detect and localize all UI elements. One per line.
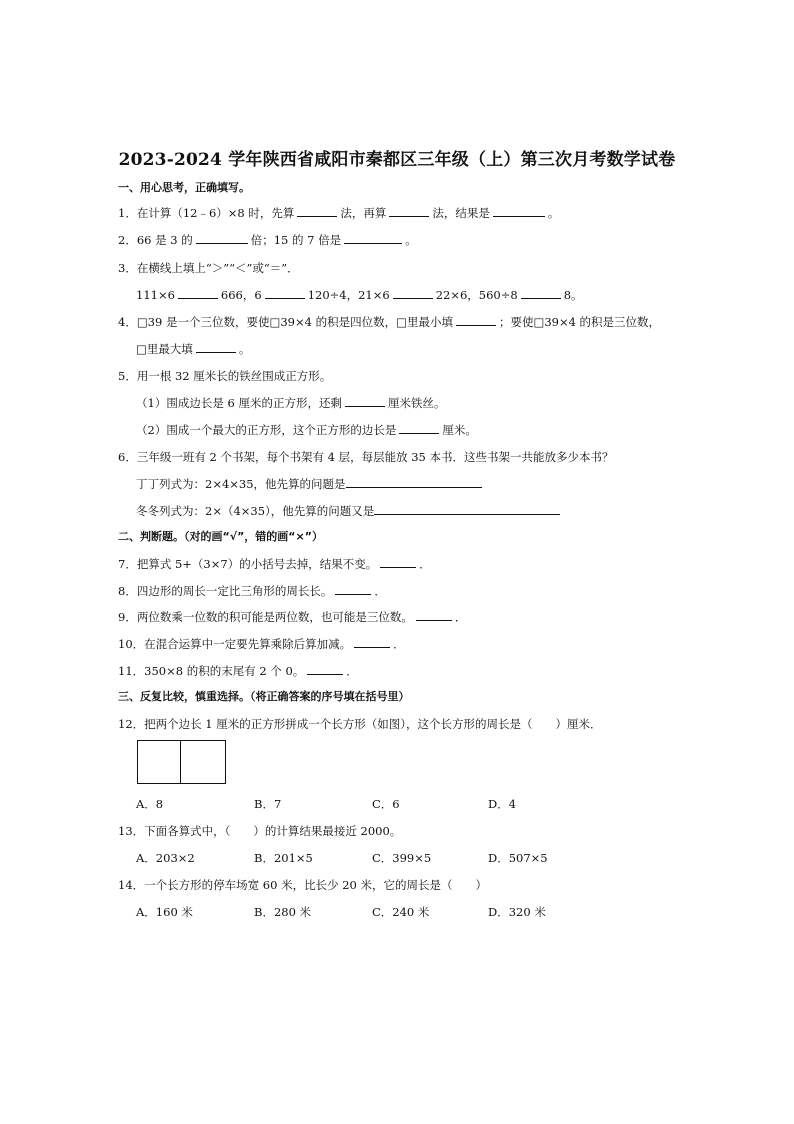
section-3-heading: 三、反复比较，慎重选择。（将正确答案的序号填在括号里） <box>118 690 410 703</box>
question-11 <box>118 663 358 679</box>
q13-option-a[interactable]: A．203×2 <box>136 851 195 865</box>
q8-end: ． <box>374 584 386 598</box>
q10-text: 10．在混合运算中一定要先算乘除后算加减。 <box>118 637 352 651</box>
question-9 <box>118 609 466 625</box>
q8-blank[interactable] <box>335 583 371 595</box>
q4-blank-1[interactable] <box>456 314 496 326</box>
q1-blank-3[interactable] <box>493 205 545 217</box>
q14-option-c[interactable]: C．240 米 <box>372 905 430 919</box>
page-title: 2023-2024 学年陕西省咸阳市秦都区三年级（上）第三次月考数学试卷 <box>118 150 676 170</box>
question-5-part-2 <box>136 422 477 438</box>
q14-option-d[interactable]: D．320 米 <box>488 905 546 919</box>
q4-text-d: 。 <box>238 342 251 356</box>
q4-text-c: □里最大填 <box>136 342 193 356</box>
q9-end: ． <box>454 610 467 624</box>
q12-option-d[interactable]: D．4 <box>488 797 517 811</box>
q2-text-b: 倍；15 的 7 倍是 <box>250 233 342 247</box>
q1-text-a: 1．在计算（12﹣6）×8 时，先算 <box>118 206 295 220</box>
question-6-stem: 6．三年级一班有 2 个书架，每个书架有 4 层，每层能放 35 本书．这些书架一共能放多少本书？ <box>118 450 614 464</box>
q5-blank-1[interactable] <box>345 395 385 407</box>
square-left <box>137 740 181 784</box>
q12-option-c[interactable]: C．6 <box>372 797 400 811</box>
question-6-line-a <box>136 476 485 492</box>
q4-text-b: ；要使□39×4 的积是三位数， <box>498 315 661 329</box>
question-14-stem: 14．一个长方形的停车场宽 60 米，比长少 20 米，它的周长是（ ） <box>118 878 488 892</box>
q3-blank-4[interactable] <box>521 287 561 299</box>
q6-blank-2[interactable] <box>374 503 560 515</box>
question-5-stem: 5．用一根 32 厘米长的铁丝围成正方形。 <box>118 369 332 383</box>
q2-blank-1[interactable] <box>196 232 248 244</box>
q3-blank-2[interactable] <box>265 287 305 299</box>
q2-blank-2[interactable] <box>344 232 402 244</box>
two-squares-figure <box>137 740 227 784</box>
q5-text-p1b: 厘米铁丝。 <box>387 396 446 410</box>
q7-end: ． <box>419 557 431 571</box>
q3-blank-1[interactable] <box>178 287 218 299</box>
q13-option-c[interactable]: C．399×5 <box>372 851 432 865</box>
q4-text-a: 4．□39 是一个三位数，要使□39×4 的积是四位数，□里最小填 <box>118 315 453 329</box>
q6-text-a: 丁丁列式为：2×4×35，他先算的问题是 <box>136 477 346 491</box>
q11-text: 11．350×8 的积的末尾有 2 个 0。 <box>118 664 305 678</box>
question-2 <box>118 232 417 248</box>
q6-blank-1[interactable] <box>346 476 482 488</box>
question-4-line-2 <box>136 341 250 357</box>
q1-text-d: 。 <box>547 206 560 220</box>
q4-blank-2[interactable] <box>196 341 236 353</box>
square-right <box>181 740 226 784</box>
question-5-part-1 <box>136 395 445 411</box>
question-4-line-1 <box>118 314 660 330</box>
question-3-stem: 3．在横线上填上“＞”“＜”或“＝”． <box>118 261 299 275</box>
question-1 <box>118 205 559 221</box>
q10-blank[interactable] <box>354 636 390 648</box>
q14-option-b[interactable]: B．280 米 <box>254 905 312 919</box>
q5-text-p2a: （2）围成一个最大的正方形，这个正方形的边长是 <box>136 423 397 437</box>
section-2-heading: 二、判断题。（对的画“√”，错的画“×”） <box>118 530 323 543</box>
question-3-items <box>136 287 583 303</box>
question-10 <box>118 636 405 652</box>
q8-text: 8．四边形的周长一定比三角形的周长长。 <box>118 584 333 598</box>
q1-text-c: 法，结果是 <box>432 206 490 220</box>
q5-text-p1a: （1）围成边长是 6 厘米的正方形，还剩 <box>136 396 342 410</box>
question-13-stem: 13．下面各算式中，（ ）的计算结果最接近 2000。 <box>118 824 402 838</box>
question-8 <box>118 583 386 599</box>
q12-option-b[interactable]: B．7 <box>254 797 282 811</box>
q6-text-b: 冬冬列式为：2×（4×35），他先算的问题又是 <box>136 504 375 518</box>
q2-text-a: 2．66 是 3 的 <box>118 233 193 247</box>
question-12-stem: 12．把两个边长 1 厘米的正方形拼成一个长方形（如图），这个长方形的周长是（ ）厘米． <box>118 717 602 731</box>
q3-text-a: 111×6 <box>136 288 175 302</box>
section-1-heading: 一、用心思考，正确填写。 <box>118 181 250 194</box>
q3-text-e: 8。 <box>563 288 583 302</box>
q9-text: 9．两位数乘一位数的积可能是两位数，也可能是三位数。 <box>118 610 413 624</box>
q13-option-b[interactable]: B．201×5 <box>254 851 313 865</box>
q9-blank[interactable] <box>416 609 452 621</box>
q2-text-c: 。 <box>405 233 417 247</box>
q3-text-c: 120÷4，21×6 <box>307 288 390 302</box>
q3-text-b: 666，6 <box>220 288 262 302</box>
q3-text-d: 22×6，560÷8 <box>435 288 518 302</box>
q10-end: ． <box>393 637 405 651</box>
q1-text-b: 法，再算 <box>340 206 387 220</box>
question-7 <box>118 556 431 572</box>
q1-blank-2[interactable] <box>389 205 429 217</box>
q11-blank[interactable] <box>307 663 343 675</box>
q1-blank-1[interactable] <box>297 205 337 217</box>
q5-text-p2b: 厘米。 <box>442 423 477 437</box>
question-6-line-b <box>136 503 563 519</box>
q13-option-d[interactable]: D．507×5 <box>488 851 548 865</box>
q11-end: ． <box>346 664 358 678</box>
q3-blank-3[interactable] <box>393 287 433 299</box>
q5-blank-2[interactable] <box>399 422 439 434</box>
q12-option-a[interactable]: A．8 <box>136 797 164 811</box>
q7-text: 7．把算式 5+（3×7）的小括号去掉，结果不变。 <box>118 557 378 571</box>
q7-blank[interactable] <box>380 556 416 568</box>
q14-option-a[interactable]: A．160 米 <box>136 905 193 919</box>
